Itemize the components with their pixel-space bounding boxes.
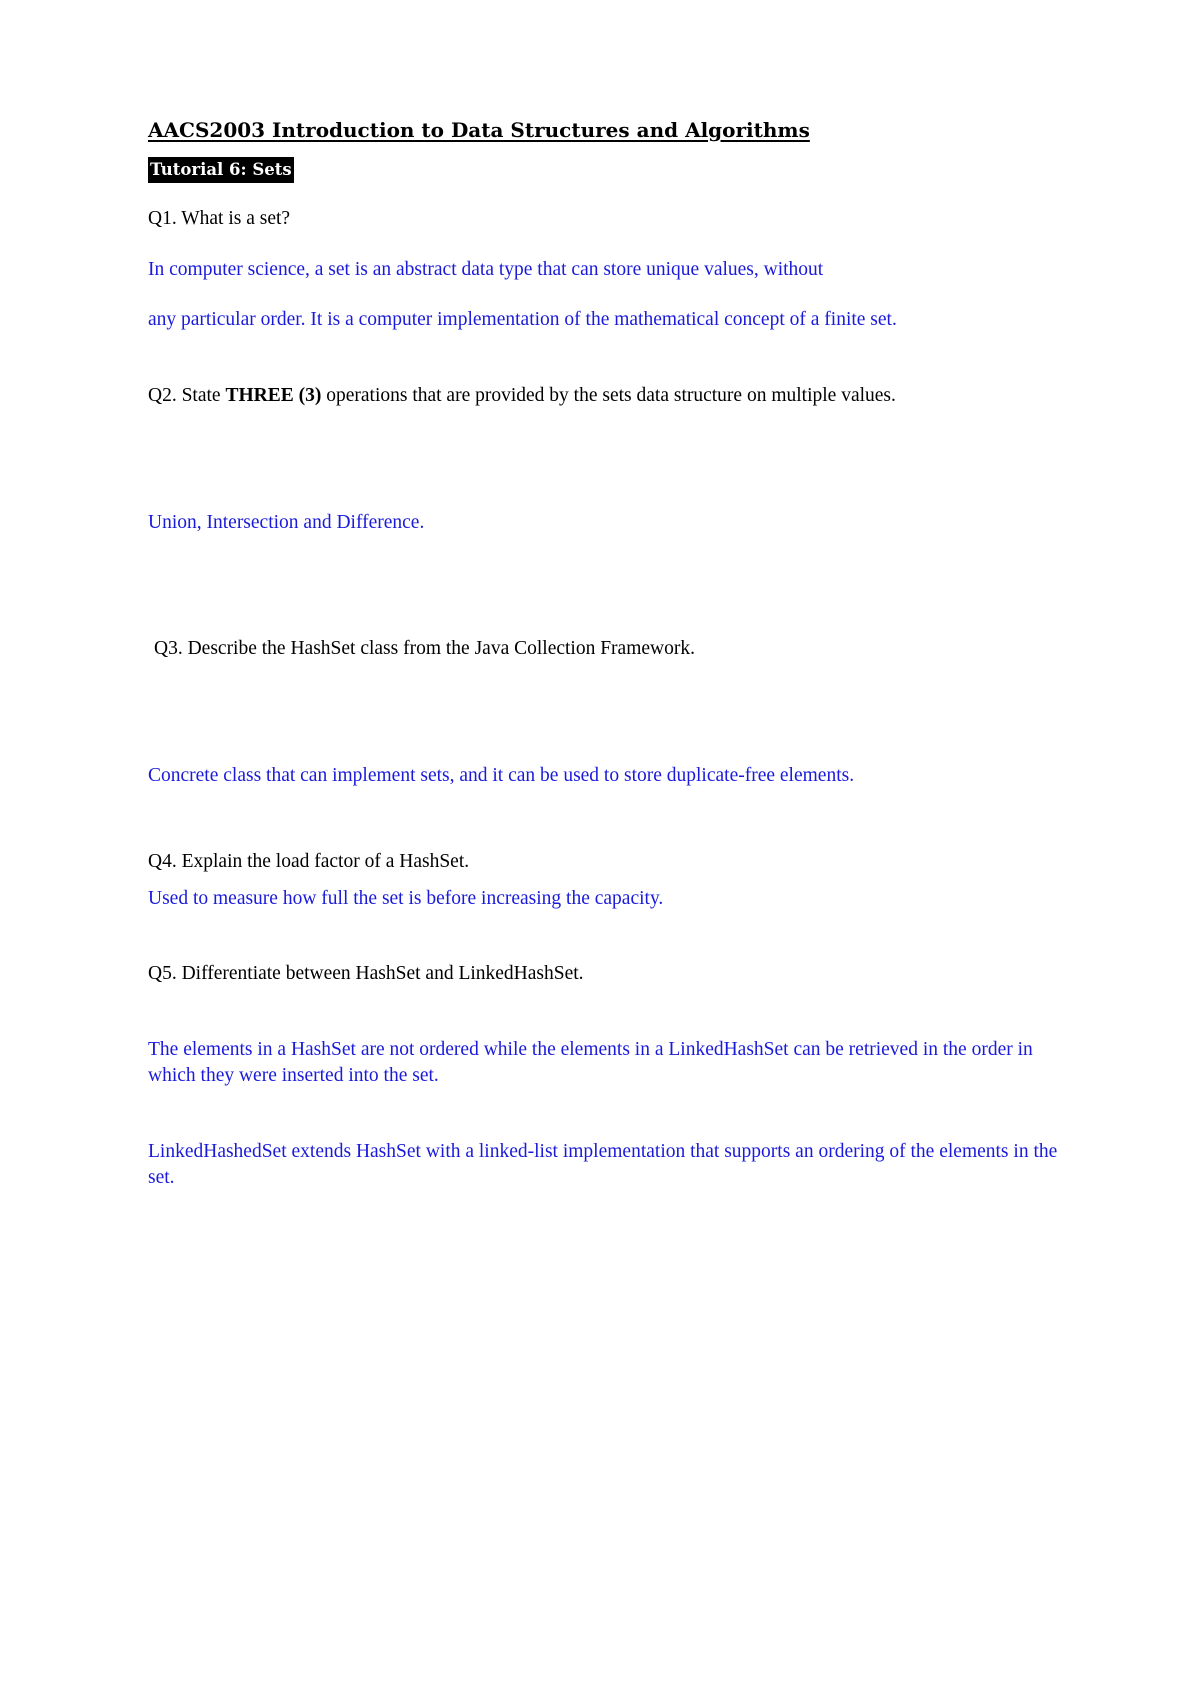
answer-2: Union, Intersection and Difference. (148, 512, 425, 533)
tutorial-subtitle: Tutorial 6: Sets (148, 157, 294, 183)
question-4: Q4. Explain the load factor of a HashSet. (148, 851, 470, 872)
question-1: Q1. What is a set? (148, 208, 291, 229)
answer-1-line-1: In computer science, a set is an abstract data type that can store unique values, without (148, 259, 824, 280)
question-2-prefix: Q2. State (148, 385, 226, 406)
question-2-suffix: operations that are provided by the sets data structure on multiple values. (321, 385, 896, 406)
answer-5-paragraph-2: LinkedHashedSet extends HashSet with a linked-list implementation that supports an ordering of the elements in the set. (148, 1141, 1058, 1188)
answer-1-line-2: any particular order. It is a computer implementation of the mathematical concept of a finite set. (148, 309, 897, 330)
question-2-emphasis: THREE (3) (225, 385, 322, 406)
question-5: Q5. Differentiate between HashSet and LinkedHashSet. (148, 963, 584, 984)
question-2 (148, 383, 896, 409)
answer-3: Concrete class that can implement sets, and it can be used to store duplicate-free elements. (148, 765, 855, 786)
document-title: AACS2003 Introduction to Data Structures and Algorithms (148, 118, 810, 142)
answer-5-paragraph-1: The elements in a HashSet are not ordered while the elements in a LinkedHashSet can be retrieved in the order in which they were inserted into the set. (148, 1039, 1033, 1086)
question-3: Q3. Describe the HashSet class from the Java Collection Framework. (154, 638, 695, 659)
answer-4: Used to measure how full the set is before increasing the capacity. (148, 888, 664, 909)
